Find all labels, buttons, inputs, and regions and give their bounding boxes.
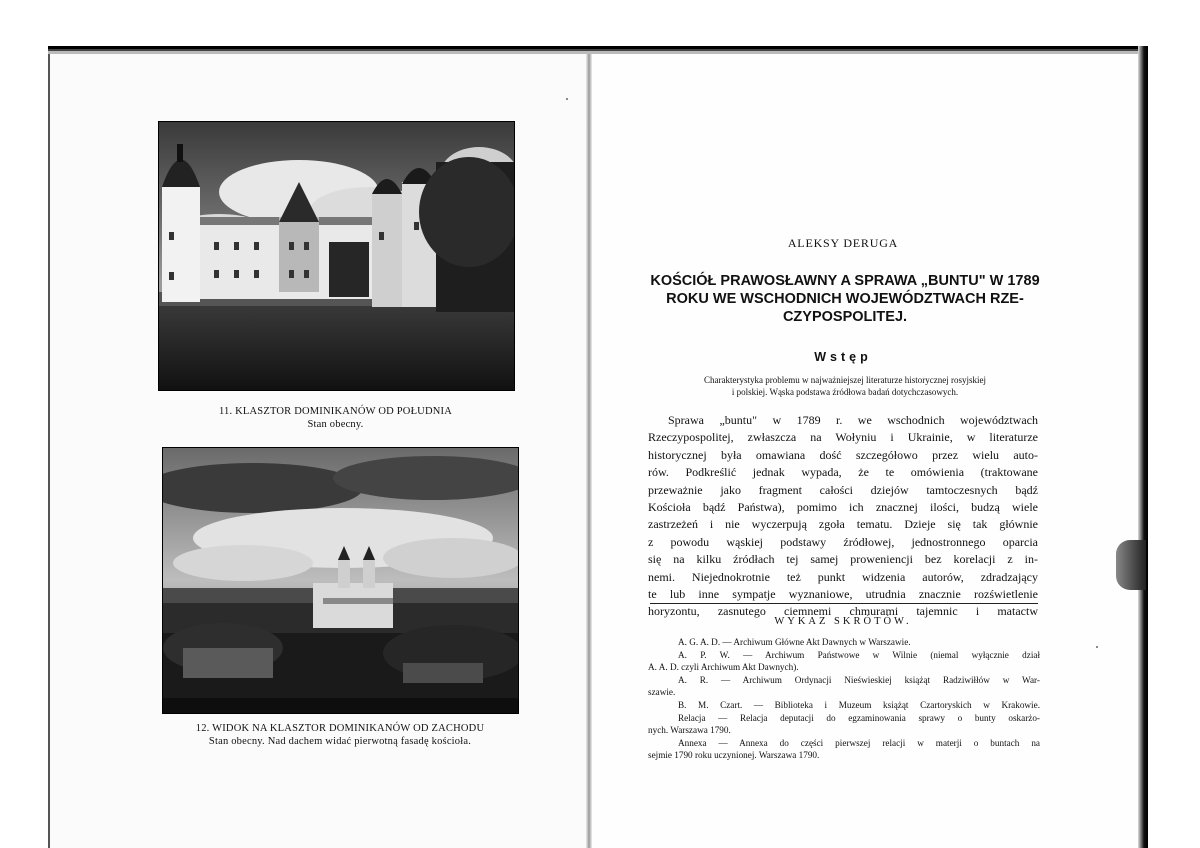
body-line: Sprawa „buntu" w 1789 r. we wschodnich województwach	[668, 413, 1038, 427]
title-line: ROKU WE WSCHODNICH WOJEWÓDZTWACH RZE-	[666, 291, 1024, 307]
photo-caption-11	[158, 405, 513, 431]
page-edge-tab	[1116, 540, 1146, 590]
caption-subtitle: Stan obecny. Nad dachem widać pierwotną fasadę kościoła.	[208, 736, 472, 747]
abbreviation-line: Relacja — Relacja deputacji do egzaminowania sprawy o bunty oskarżo-	[678, 712, 1040, 723]
body-line: Kościoła bądź Państwa), pomimo ich znacznej ilości, budzą wiele	[648, 500, 1038, 515]
scan-right-edge	[1138, 46, 1148, 848]
photo-caption-12	[150, 722, 530, 748]
abbreviation-line: A. R. — Archiwum Ordynacji Nieświeskiej książąt Radziwiłłów w War-	[678, 674, 1040, 685]
abbreviation-line: Annexa — Annexa do części pierwszej relacji w materji o buntach na	[678, 737, 1040, 748]
abbreviation-line: A. A. D. czyli Archiwum Akt Dawnych).	[648, 662, 799, 673]
title-line: CZYPOSPOLITEJ.	[782, 309, 908, 325]
section-heading: Wstęp	[814, 350, 872, 364]
body-line: się na kilku źródłach tej samej proweniencji bez korelacji z in-	[648, 552, 1038, 567]
caption-subtitle: Stan obecny.	[307, 419, 364, 430]
scan-speck	[1096, 646, 1098, 648]
chapter-summary	[648, 374, 1042, 398]
body-line: te lub inne sympatje wyznaniowe, utrudnia znacznie rozświetlenie	[648, 587, 1038, 602]
photo-monastery-west	[162, 447, 519, 714]
body-line: horyzontu, zasnutego ciemnemi chmurami tajemnic i matactw	[648, 604, 1038, 619]
body-line: nemi. Niejednokrotnie też punkt widzenia autorów, zdradzający	[648, 569, 1038, 584]
body-line: Rzeczypospolitej, zwłaszcza na Wołyniu i Ukrainie, w literaturze	[648, 430, 1038, 445]
footnote-divider	[650, 603, 1038, 604]
scan-speck	[566, 98, 568, 100]
body-line: z powodu wąskiej podstawy źródłowej, jednostronnego oparcia	[648, 534, 1038, 549]
abbreviation-line: A. P. W. — Archiwum Państwowe w Wilnie (niemal wyłącznie dział	[678, 649, 1040, 660]
author-name: ALEKSY DERUGA	[787, 236, 899, 250]
body-line: historycznej była omawiana dość szczegółowo przez wielu auto-	[648, 447, 1038, 462]
caption-title: 12. WIDOK NA KLASZTOR DOMINIKANÓW OD ZACHODU	[195, 723, 485, 734]
book-gutter	[586, 52, 592, 848]
abbreviation-line: sejmie 1790 roku uczynionej. Warszawa 1790.	[648, 750, 820, 761]
article-title	[646, 272, 1044, 326]
abbreviation-line: A. G. A. D. — Archiwum Główne Akt Dawnych w Warszawie.	[678, 637, 911, 647]
summary-line: i polskiej. Wąska podstawa źródłowa badań dotychczasowych.	[731, 387, 959, 397]
abbreviation-line: szawie.	[648, 687, 676, 698]
title-line: KOŚCIÓŁ PRAWOSŁAWNY A SPRAWA „BUNTU" W 1789	[650, 273, 1040, 289]
body-line: zastrzeżeń i nie wyczerpują zgoła tematu. Dzieje się tak głównie	[648, 517, 1038, 532]
abbreviations-list	[648, 636, 1040, 762]
summary-line: Charakterystyka problemu w najważniejszej literaturze historycznej rosyjskiej	[704, 375, 986, 385]
scan-top-edge	[48, 46, 1148, 54]
caption-title: 11. KLASZTOR DOMINIKANÓW OD POŁUDNIA	[218, 406, 453, 417]
photo-monastery-south	[158, 121, 515, 391]
abbreviation-line: nych. Warszawa 1790.	[648, 725, 731, 736]
body-paragraph	[648, 412, 1038, 621]
abbreviations-heading: WYKAZ SKRÓTÓW.	[774, 616, 912, 627]
body-line: przeważnie jako fragment całości dziejów tamtoczesnych bądź	[648, 482, 1038, 497]
body-line: rów. Podkreślić jednak wypada, że te omówienia (traktowane	[648, 465, 1038, 480]
abbreviation-line: B. M. Czart. — Biblioteka i Muzeum książąt Czartoryskich w Krakowie.	[678, 699, 1040, 710]
